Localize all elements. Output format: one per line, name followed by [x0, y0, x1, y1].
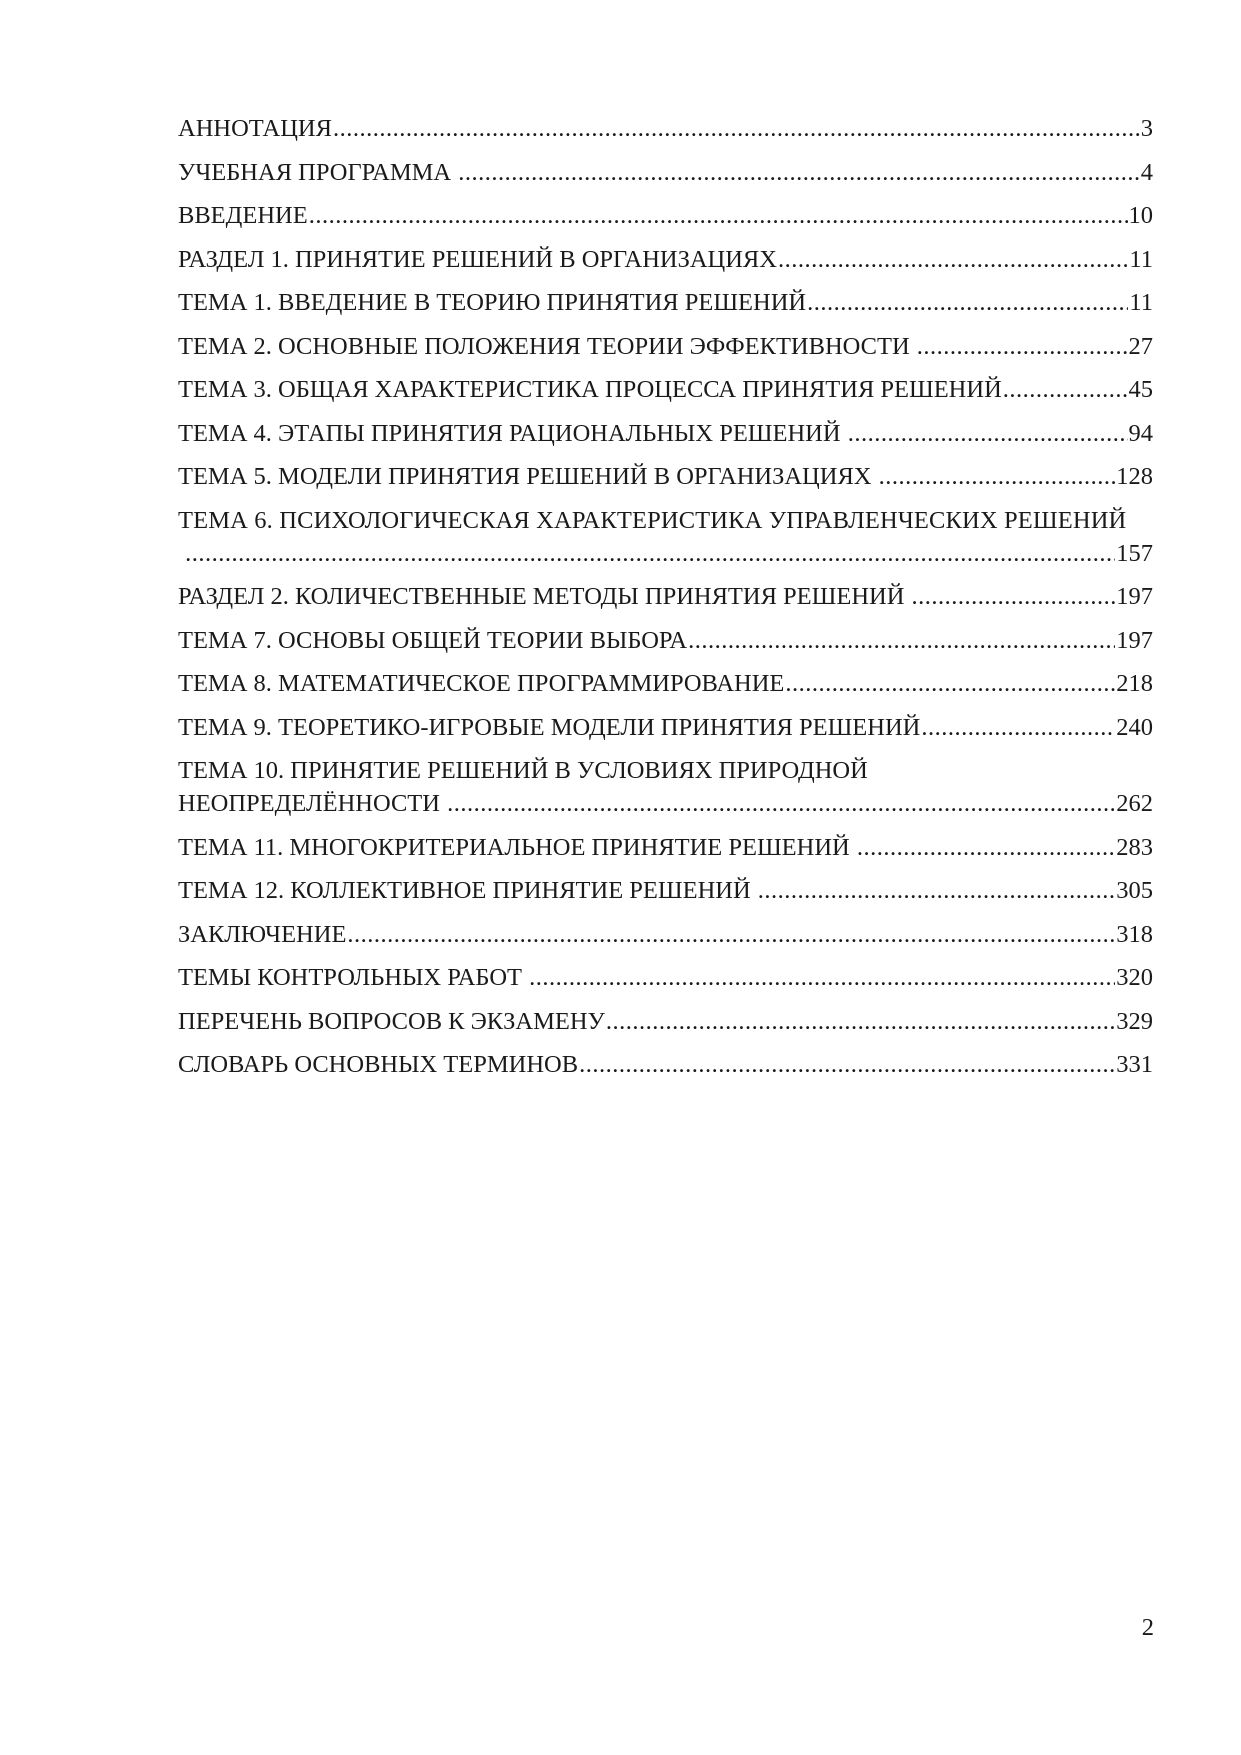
- toc-entry-page: 331: [1116, 1051, 1153, 1078]
- toc-entry-title: ЗАКЛЮЧЕНИЕ: [178, 920, 347, 948]
- toc-entry-page: 3: [1140, 115, 1153, 142]
- toc-entry[interactable]: [178, 711, 1153, 744]
- toc-dot-leader: [529, 961, 1115, 994]
- toc-entry-page: 197: [1116, 583, 1153, 610]
- toc-entry-page: 4: [1140, 158, 1153, 186]
- toc-entry[interactable]: [178, 667, 1153, 700]
- toc-entry[interactable]: [178, 112, 1153, 145]
- toc-entry-page: 320: [1116, 964, 1153, 991]
- toc-dot-leader: [458, 156, 1140, 189]
- toc-entry[interactable]: [178, 961, 1153, 994]
- toc-entry-title: ТЕМА 3. ОБЩАЯ ХАРАКТЕРИСТИКА ПРОЦЕССА ПРИНЯТИЯ РЕШЕНИЙ: [178, 376, 1002, 403]
- toc-entry-page: 240: [1116, 713, 1153, 741]
- toc-entry-page: 218: [1116, 670, 1153, 697]
- toc-entry[interactable]: [178, 580, 1153, 613]
- toc-entry-title: ТЕМА 4. ЭТАПЫ ПРИНЯТИЯ РАЦИОНАЛЬНЫХ РЕШЕНИЙ: [178, 419, 847, 447]
- toc-dot-leader: [1003, 373, 1128, 406]
- toc-entry[interactable]: [178, 874, 1153, 907]
- toc-entry[interactable]: [178, 624, 1153, 657]
- toc-dot-leader: [606, 1005, 1115, 1038]
- toc-dot-leader: [447, 787, 1115, 820]
- toc-entry[interactable]: [178, 286, 1153, 319]
- toc-entry-page: 197: [1116, 626, 1153, 654]
- toc-dot-leader: [333, 112, 1140, 145]
- toc-entry-title-line1: ТЕМА 6. ПСИХОЛОГИЧЕСКАЯ ХАРАКТЕРИСТИКА УПРАВЛЕНЧЕСКИХ РЕШЕНИЙ: [178, 506, 1127, 534]
- toc-entry-title: СЛОВАРЬ ОСНОВНЫХ ТЕРМИНОВ: [178, 1051, 579, 1078]
- toc-dot-leader: [848, 417, 1128, 450]
- toc-entry-title: ВВЕДЕНИЕ: [178, 202, 308, 229]
- toc-entry-title: РАЗДЕЛ 1. ПРИНЯТИЕ РЕШЕНИЙ В ОРГАНИЗАЦИЯХ: [178, 245, 777, 273]
- toc-entry[interactable]: [178, 417, 1153, 450]
- toc-entry-title: ТЕМА 1. ВВЕДЕНИЕ В ТЕОРИЮ ПРИНЯТИЯ РЕШЕНИЙ: [178, 289, 807, 316]
- toc-entry-title: УЧЕБНАЯ ПРОГРАММА: [178, 158, 458, 186]
- toc-dot-leader: [347, 918, 1115, 951]
- toc-dot-leader: [917, 330, 1128, 363]
- toc-entry-line2: [178, 787, 1153, 820]
- toc-entry[interactable]: [178, 1005, 1153, 1038]
- toc-entry-title: ТЕМЫ КОНТРОЛЬНЫХ РАБОТ: [178, 964, 529, 991]
- toc-dot-leader: [579, 1048, 1115, 1081]
- page-number: 2: [1141, 1614, 1154, 1641]
- toc-entry-line2: [178, 537, 1153, 570]
- toc-entry-page: 283: [1116, 833, 1153, 861]
- toc-entry[interactable]: [178, 156, 1153, 189]
- table-of-contents: [178, 112, 1153, 1092]
- toc-entry-title: ТЕМА 8. МАТЕМАТИЧЕСКОЕ ПРОГРАММИРОВАНИЕ: [178, 670, 785, 697]
- toc-entry-title: ТЕМА 2. ОСНОВНЫЕ ПОЛОЖЕНИЯ ТЕОРИИ ЭФФЕКТИВНОСТИ: [178, 332, 916, 360]
- toc-entry-page: 45: [1128, 376, 1153, 403]
- toc-entry[interactable]: [178, 330, 1153, 363]
- toc-dot-leader: [879, 460, 1116, 493]
- toc-entry-title-line2: [178, 537, 184, 570]
- toc-entry-page: 27: [1128, 332, 1153, 360]
- toc-dot-leader: [785, 667, 1115, 700]
- toc-entry-page: 94: [1128, 419, 1153, 447]
- toc-entry[interactable]: [178, 831, 1153, 864]
- toc-dot-leader: [857, 831, 1115, 864]
- toc-entry-title: ПЕРЕЧЕНЬ ВОПРОСОВ К ЭКЗАМЕНУ: [178, 1007, 605, 1035]
- toc-entry[interactable]: [178, 754, 1153, 820]
- toc-dot-leader: [688, 624, 1115, 657]
- toc-entry-title: ТЕМА 12. КОЛЛЕКТИВНОЕ ПРИНЯТИЕ РЕШЕНИЙ: [178, 877, 757, 904]
- toc-entry[interactable]: [178, 460, 1153, 493]
- toc-entry-title: ТЕМА 11. МНОГОКРИТЕРИАЛЬНОЕ ПРИНЯТИЕ РЕШЕНИЙ: [178, 833, 856, 861]
- toc-entry-title: ТЕМА 7. ОСНОВЫ ОБЩЕЙ ТЕОРИИ ВЫБОРА: [178, 626, 688, 654]
- toc-entry-page: 262: [1116, 790, 1153, 817]
- toc-entry-page: 10: [1128, 202, 1153, 229]
- toc-entry-title-line2: НЕОПРЕДЕЛЁННОСТИ: [178, 790, 447, 817]
- toc-entry-page: 329: [1116, 1007, 1153, 1035]
- toc-entry-title: РАЗДЕЛ 2. КОЛИЧЕСТВЕННЫЕ МЕТОДЫ ПРИНЯТИЯ РЕШЕНИЙ: [178, 583, 911, 610]
- toc-entry-page: 11: [1129, 289, 1153, 316]
- toc-entry-page: 305: [1116, 877, 1153, 904]
- toc-entry[interactable]: [178, 918, 1153, 951]
- toc-entry-title: АННОТАЦИЯ: [178, 115, 332, 142]
- toc-dot-leader: [921, 711, 1115, 744]
- toc-entry-page: 318: [1116, 920, 1153, 948]
- toc-entry-page: 157: [1116, 539, 1153, 567]
- toc-entry[interactable]: [178, 199, 1153, 232]
- toc-entry[interactable]: [178, 1048, 1153, 1081]
- toc-dot-leader: [309, 199, 1128, 232]
- toc-entry-title: ТЕМА 5. МОДЕЛИ ПРИНЯТИЯ РЕШЕНИЙ В ОРГАНИЗАЦИЯХ: [178, 463, 878, 490]
- toc-entry-title-line1: ТЕМА 10. ПРИНЯТИЕ РЕШЕНИЙ В УСЛОВИЯХ ПРИРОДНОЙ: [178, 757, 868, 784]
- toc-entry-title: ТЕМА 9. ТЕОРЕТИКО-ИГРОВЫЕ МОДЕЛИ ПРИНЯТИЯ РЕШЕНИЙ: [178, 713, 921, 741]
- toc-dot-leader: [912, 580, 1116, 613]
- toc-entry[interactable]: [178, 243, 1153, 276]
- toc-dot-leader: [807, 286, 1128, 319]
- toc-dot-leader: [758, 874, 1115, 907]
- toc-dot-leader: [185, 537, 1115, 570]
- toc-dot-leader: [778, 243, 1128, 276]
- toc-entry-page: 128: [1116, 463, 1153, 490]
- toc-entry-page: 11: [1129, 245, 1153, 273]
- toc-entry[interactable]: [178, 504, 1153, 570]
- toc-entry[interactable]: [178, 373, 1153, 406]
